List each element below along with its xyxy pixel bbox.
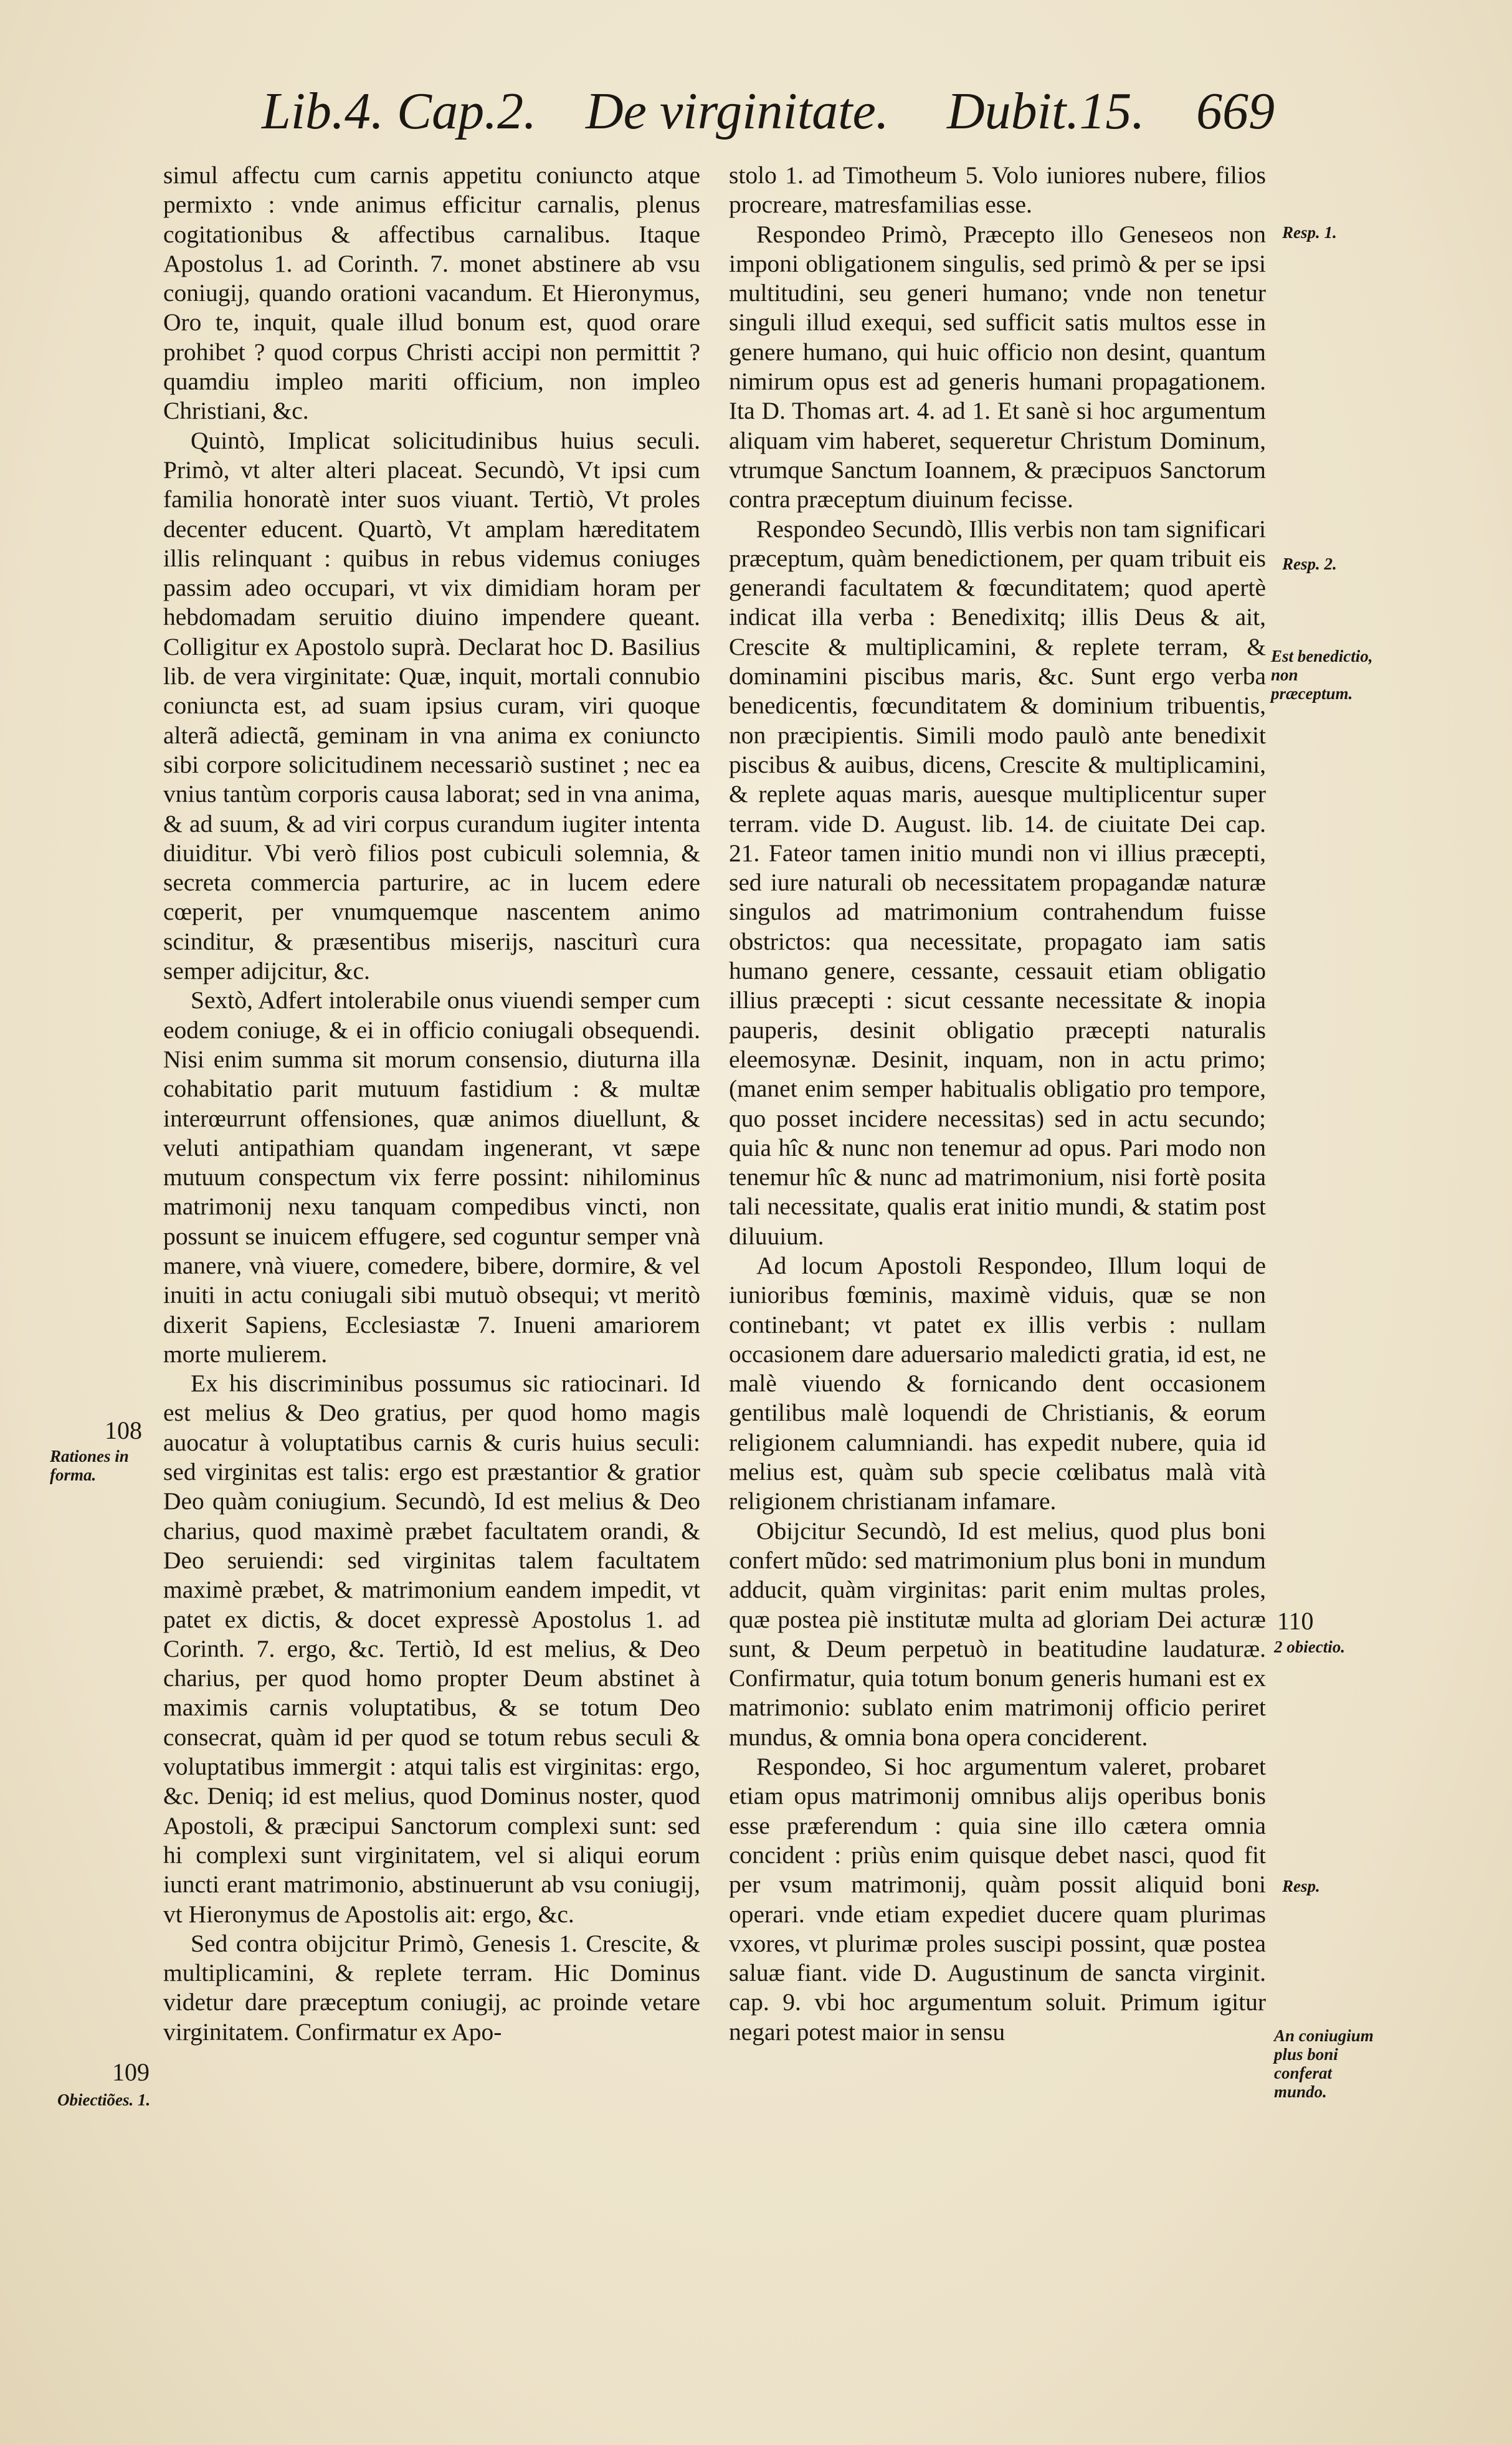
margin-note-an-coniugium: An coniugium plus boni conferat mundo.: [1274, 2026, 1374, 2101]
header-dubitatio: Dubit.15.: [947, 82, 1145, 140]
paragraph: Ad locum Apostoli Respondeo, Illum loqui de iunioribus fœminis, maximè viduis, quæ se non continebant; vt patet ex illis verbis : nullam occasionem dare aduersario maledicti gratia, id est, ne malè viuendo & fornicando dent occasionem gentilibus malè loquendi de Christianis, & eorum religionem calumniandi. has expedit nubere, quia id melius est, quàm sub specie cœlibatus malà vità religionem christianam infamare.: [729, 1251, 1266, 1515]
margin-note-resp3: Resp.: [1282, 1877, 1320, 1895]
right-text-column: [729, 161, 1266, 2047]
paragraph: Quintò, Implicat solicitudinibus huius seculi. Primò, vt alter alteri placeat. Secundò, Vt ipsi cum familia honoratè inter suos viuant. Tertiò, Vt proles decenter educent. Quartò, Vt amplam hæreditatem illis relinquant : quibus in rebus videmus coniuges passim adeo occupari, vt vix dimidiam horam per hebdomadam seruitio diuino impendere queant. Colligitur ex Apostolo suprà. Declarat hoc D. Basilius lib. de vera virginitate: Quæ, inquit, mortali connubio coniuncta est, ad suam ipsius curam, viri quoque alterã adiectã, geminam in vna anima ex coniuncto sibi corpore solicitudinem necessariò sustinet ; nec ea vnius tantùm corporis causa laborat; sed in vna anima, & ad suum, & ad viri corpus curandum iugiter intenta diuiditur. Vbi verò filios post cubiculi solemnia, & secreta commercia parturire, ac in lucem edere cœperit, per vnumquemque nascentem animo scinditur, & præsentibus miserijs, nasciturì cura semper adijcitur, &c.: [163, 426, 700, 985]
left-text-column: [163, 161, 700, 2047]
margin-number-110: 110: [1277, 1607, 1314, 1635]
paragraph: Ex his discriminibus possumus sic ratiocinari. Id est melius & Deo gratius, per quod homo magis auocatur à voluptatibus carnis & curis huius seculi: sed virginitas est talis: ergo est præstantior & gratior Deo quàm coniugium. Secundò, Id est melius & Deo charius, quod maximè præbet facultatem orandi, & Deo seruiendi: sed virginitas talem facultatem maximè præbet, & matrimonium eandem impedit, vt patet ex dictis, & docet expressè Apostolus 1. ad Corinth. 7. ergo, &c. Tertiò, Id est melius, & Deo charius, per quod homo propter Deum abstinet à maximis carnis voluptatibus, & se totum Deo consecrat, quàm id per quod se totum rebus seculi & voluptatibus immergit : atqui talis est virginitas: ergo, &c. Deniq; id est melius, quod Dominus noster, quod Apostoli, & præcipui Sanctorum complexi sunt: sed hi complexi sunt virginitatem, vel si aliqui eorum iuncti erant matrimonio, abstinuerunt ab vsu coniugij, vt Hieronymus de Apostolis ait: ergo, &c.: [163, 1370, 700, 1928]
header-title: De virginitate.: [586, 82, 889, 140]
page-number: 669: [1196, 82, 1275, 140]
paragraph: Respondeo Secundò, Illis verbis non tam significari præceptum, quàm benedictionem, per quam tribuit eis generandi facultatem & fœcunditatem; quod apertè indicat illa verba : Benedixitq; illis Deus & ait, Crescite & multiplicamini, & replete terram, & dominamini piscibus maris, &c. Sunt ergo verba benedicentis, fœcunditatem & dominium tribuentis, non præcipientis. Simili modo paulò ante benedixit piscibus & auibus, dicens, Crescite & multiplicamini, & replete aquas maris, auesque multiplicentur super terram. vide D. August. lib. 14. de ciuitate Dei cap. 21. Fateor tamen initio mundi non vi illius præcepti, sed iure naturali ob necessitatem propagandæ naturæ singulos ad matrimonium contrahendum fuisse obstrictos: qua necessitate, propagato iam satis humano genere, cessante, cessauit etiam obligatio illius præcepti : sicut cessante necessitate & inopia pauperis, desinit obligatio præcepti naturalis eleemosynæ. Desinit, inquam, non in actu primo; (manet enim semper habitualis obligatio pro tempore, quo posset incidere necessitas) sed in actu secundo; quia hîc & nunc non tenemur ad opus. Pari modo non tenemur hîc & nunc ad matrimonium, nisi fortè posita tali necessitate, qualis erat initio mundi, & statim post diluuium.: [729, 515, 1266, 1250]
margin-note-rationes: Rationes in forma.: [50, 1447, 129, 1484]
paragraph: Sed contra obijcitur Primò, Genesis 1. Crescite, & multiplicamini, & replete terram. Hic Dominus videtur dare præceptum coniugij, ac proinde vetare virginitatem. Confirmatur ex Apo-: [163, 1929, 700, 2046]
paragraph: stolo 1. ad Timotheum 5. Volo iuniores nubere, filios procreare, matresfamilias esse.: [729, 161, 1266, 219]
paragraph: Respondeo Primò, Præcepto illo Geneseos non imponi obligationem singulis, sed primò & per se ipsi multitudini, seu generi humano; vnde non tenetur singuli illud exequi, sed sufficit satis multos esse in genere humano, qui huic officio non desint, quantum nimirum opus est ad generis humani propagationem. Ita D. Thomas art. 4. ad 1. Et sanè si hoc argumentum aliquam vim haberet, sequeretur Christum Dominum, vtrumque Sanctum Ioannem, & præcipuos Sanctorum contra præceptum diuinum fecisse.: [729, 220, 1266, 513]
margin-note-benedictio: Est benedictio, non præceptum.: [1271, 647, 1373, 703]
margin-note-resp1: Resp. 1.: [1282, 223, 1337, 242]
margin-note-resp2: Resp. 2.: [1282, 555, 1337, 573]
paragraph: simul affectu cum carnis appetitu coniuncto atque permixto : vnde animus efficitur carnalis, plenus cogitationibus & affectibus carnalibus. Itaque Apostolus 1. ad Corinth. 7. monet abstinere ab vsu coniugij, quando orationi vacandum. Et Hieronymus, Oro te, inquit, quale illud bonum est, quod orare prohibet ? quod corpus Christi accipi non permittit ? quamdiu impleo mariti officium, non impleo Christiani, &c.: [163, 161, 700, 425]
paragraph: Respondeo, Si hoc argumentum valeret, probaret etiam opus matrimonij omnibus alijs operibus bonis esse præferendum : quia sine illo cætera omnia concident : priùs enim quisque debet nasci, quod fit per vsum matrimonij, quàm possit aliquid boni operari. vnde etiam expediet ducere quam plurimas vxores, vt plurimæ proles suscipi possint, quæ postea saluæ fiant. vide D. Augustinum de sancta virginit. cap. 9. vbi hoc argumentum soluit. Primum igitur negari potest maior in sensu: [729, 1753, 1266, 2046]
margin-note-obiectiones: Obiectiões. 1.: [57, 2090, 151, 2109]
paragraph: Obijcitur Secundò, Id est melius, quod plus boni confert mũdo: sed matrimonium plus boni in mundum adducit, quàm virginitas: parit enim multas proles, quæ postea piè institutæ multa ad gloriam Dei acturæ sunt, & Deum perpetuò in beatitudine laudaturæ. Confirmatur, quia totum bonum generis humani est ex matrimonio: sublato enim matrimonij officio periret mundus, & omnia bona opera conciderent.: [729, 1517, 1266, 1751]
running-header: [262, 81, 1275, 150]
margin-number-108: 108: [105, 1416, 142, 1444]
margin-number-109: 109: [112, 2058, 150, 2086]
paragraph: Sextò, Adfert intolerabile onus viuendi semper cum eodem coniuge, & ei in officio coniugali obsequendi. Nisi enim summa sit morum consensio, diuturna illa cohabitatio parit mutuum fastidium : & multæ interœurrunt offensiones, quæ animos diuellunt, & veluti antipathiam quandam ingenerant, vt sæpe mutuum conspectum vix ferre possint: nihilominus matrimonij nexu tanquam compedibus vincti, non possunt se inuicem effugere, sed coguntur semper vnà manere, vnà viuere, comedere, bibere, dormire, & vel inuiti in actu coniugali sibi mutuò obsequi; vt meritò dixerit Sapiens, Ecclesiastæ 7. Inueni amariorem morte mulierem.: [163, 986, 700, 1368]
margin-note-obiectio2: 2 obiectio.: [1274, 1637, 1345, 1656]
header-book-chapter: Lib.4. Cap.2.: [262, 82, 537, 140]
